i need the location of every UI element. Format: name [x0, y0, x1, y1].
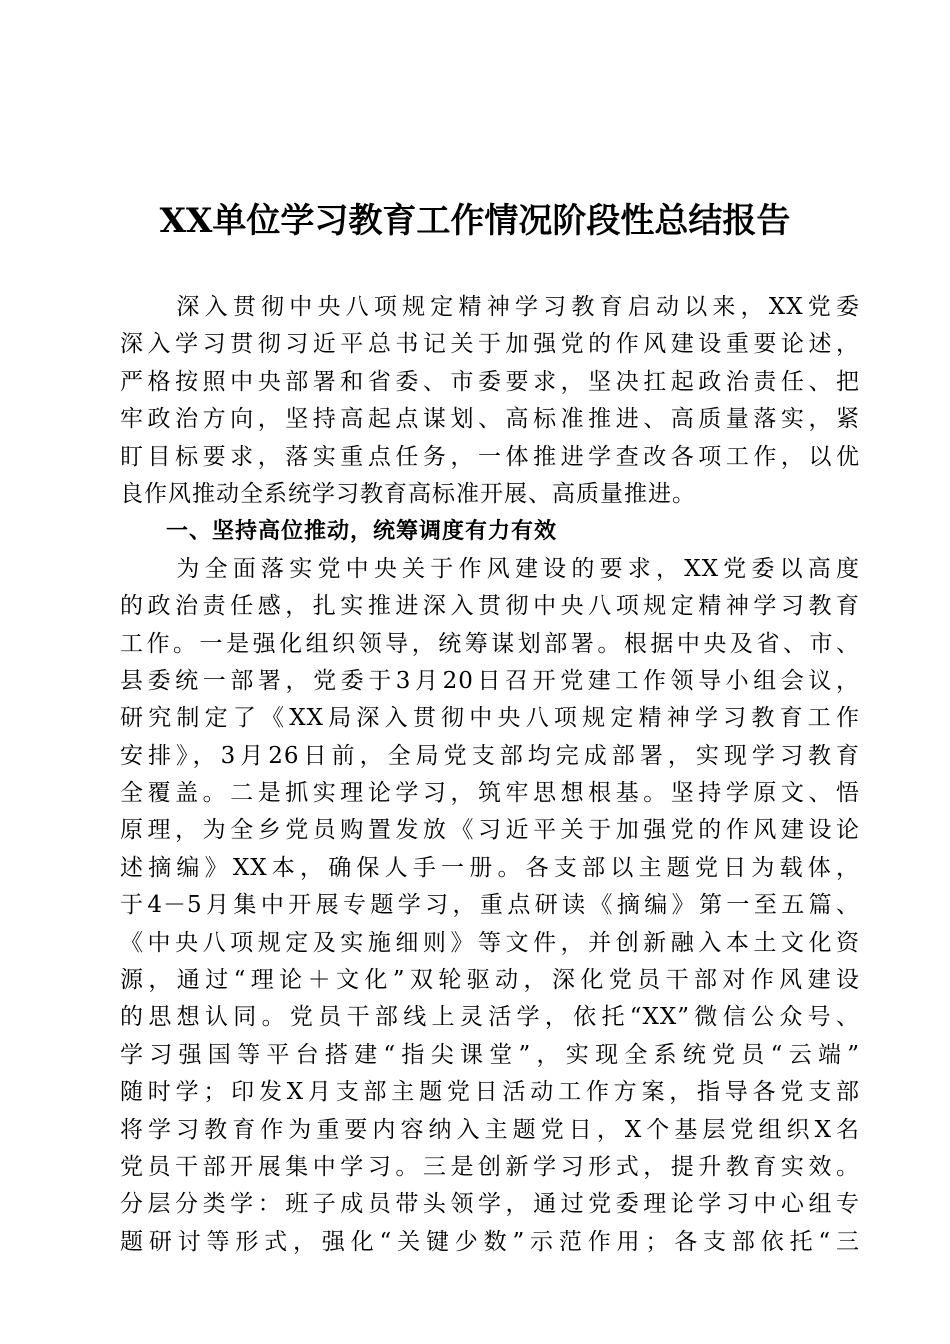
text-line: 深入学习贯彻习近平总书记关于加强党的作风建设重要论述， — [120, 331, 860, 358]
text-line: 题研讨等形式，强化“关键少数”示范作用；各支部依托“三 — [120, 1228, 860, 1255]
text-line: 的政治责任感，扎实推进深入贯彻中央八项规定精神学习教育 — [120, 593, 860, 620]
text-line: 学习强国等平台搭建“指尖课堂”，实现全系统党员“云端” — [120, 1041, 860, 1068]
text-line: 《中央八项规定及实施细则》等文件，并创新融入本土文化资 — [120, 929, 860, 956]
text-line: 研究制定了《XX局深入贯彻中央八项规定精神学习教育工作 — [120, 705, 860, 732]
text-line: 县委统一部署，党委于3月20日召开党建工作领导小组会议， — [120, 667, 860, 694]
text-line: 将学习教育作为重要内容纳入主题党日，X个基层党组织X名 — [120, 1116, 860, 1143]
text-line: 于4－5月集中开展专题学习，重点研读《摘编》第一至五篇、 — [120, 892, 860, 919]
text-line: 原理，为全乡党员购置发放《习近平关于加强党的作风建设论 — [120, 817, 860, 844]
section-heading: 一、坚持高位推动，统筹调度有力有效 — [120, 519, 558, 545]
text-line: 严格按照中央部署和省委、市委要求，坚决扛起政治责任、把 — [120, 368, 860, 395]
text-line: 全覆盖。二是抓实理论学习，筑牢思想根基。坚持学原文、悟 — [120, 780, 860, 807]
text-line: 随时学；印发X月支部主题党日活动工作方案，指导各党支部 — [120, 1079, 860, 1106]
text-line: 的思想认同。党员干部线上灵活学，依托“XX”微信公众号、 — [120, 1004, 860, 1031]
document-title: XX单位学习教育工作情况阶段性总结报告 — [159, 201, 791, 241]
text-line: 工作。一是强化组织领导，统筹谋划部署。根据中央及省、市、 — [120, 630, 860, 657]
text-line: 安排》，3月26日前，全局党支部均完成部署，实现学习教育 — [120, 742, 860, 769]
text-line: 源，通过“理论＋文化”双轮驱动，深化党员干部对作风建设 — [120, 967, 860, 994]
text-line: 牢政治方向，坚持高起点谋划、高标准推进、高质量落实，紧 — [120, 406, 860, 433]
text-line: 为全面落实党中央关于作风建设的要求，XX党委以高度 — [120, 555, 860, 582]
text-line: 盯目标要求，落实重点任务，一体推进学查改各项工作，以优 — [120, 443, 860, 470]
text-line: 良作风推动全系统学习教育高标准开展、高质量推进。 — [120, 480, 696, 507]
text-line: 分层分类学：班子成员带头领学，通过党委理论学习中心组专 — [120, 1191, 860, 1218]
text-line: 党员干部开展集中学习。三是创新学习形式，提升教育实效。 — [120, 1153, 860, 1180]
text-line: 述摘编》XX本，确保人手一册。各支部以主题党日为载体， — [120, 854, 860, 881]
document-body — [120, 289, 860, 1261]
text-line: 深入贯彻中央八项规定精神学习教育启动以来，XX党委 — [120, 294, 860, 320]
